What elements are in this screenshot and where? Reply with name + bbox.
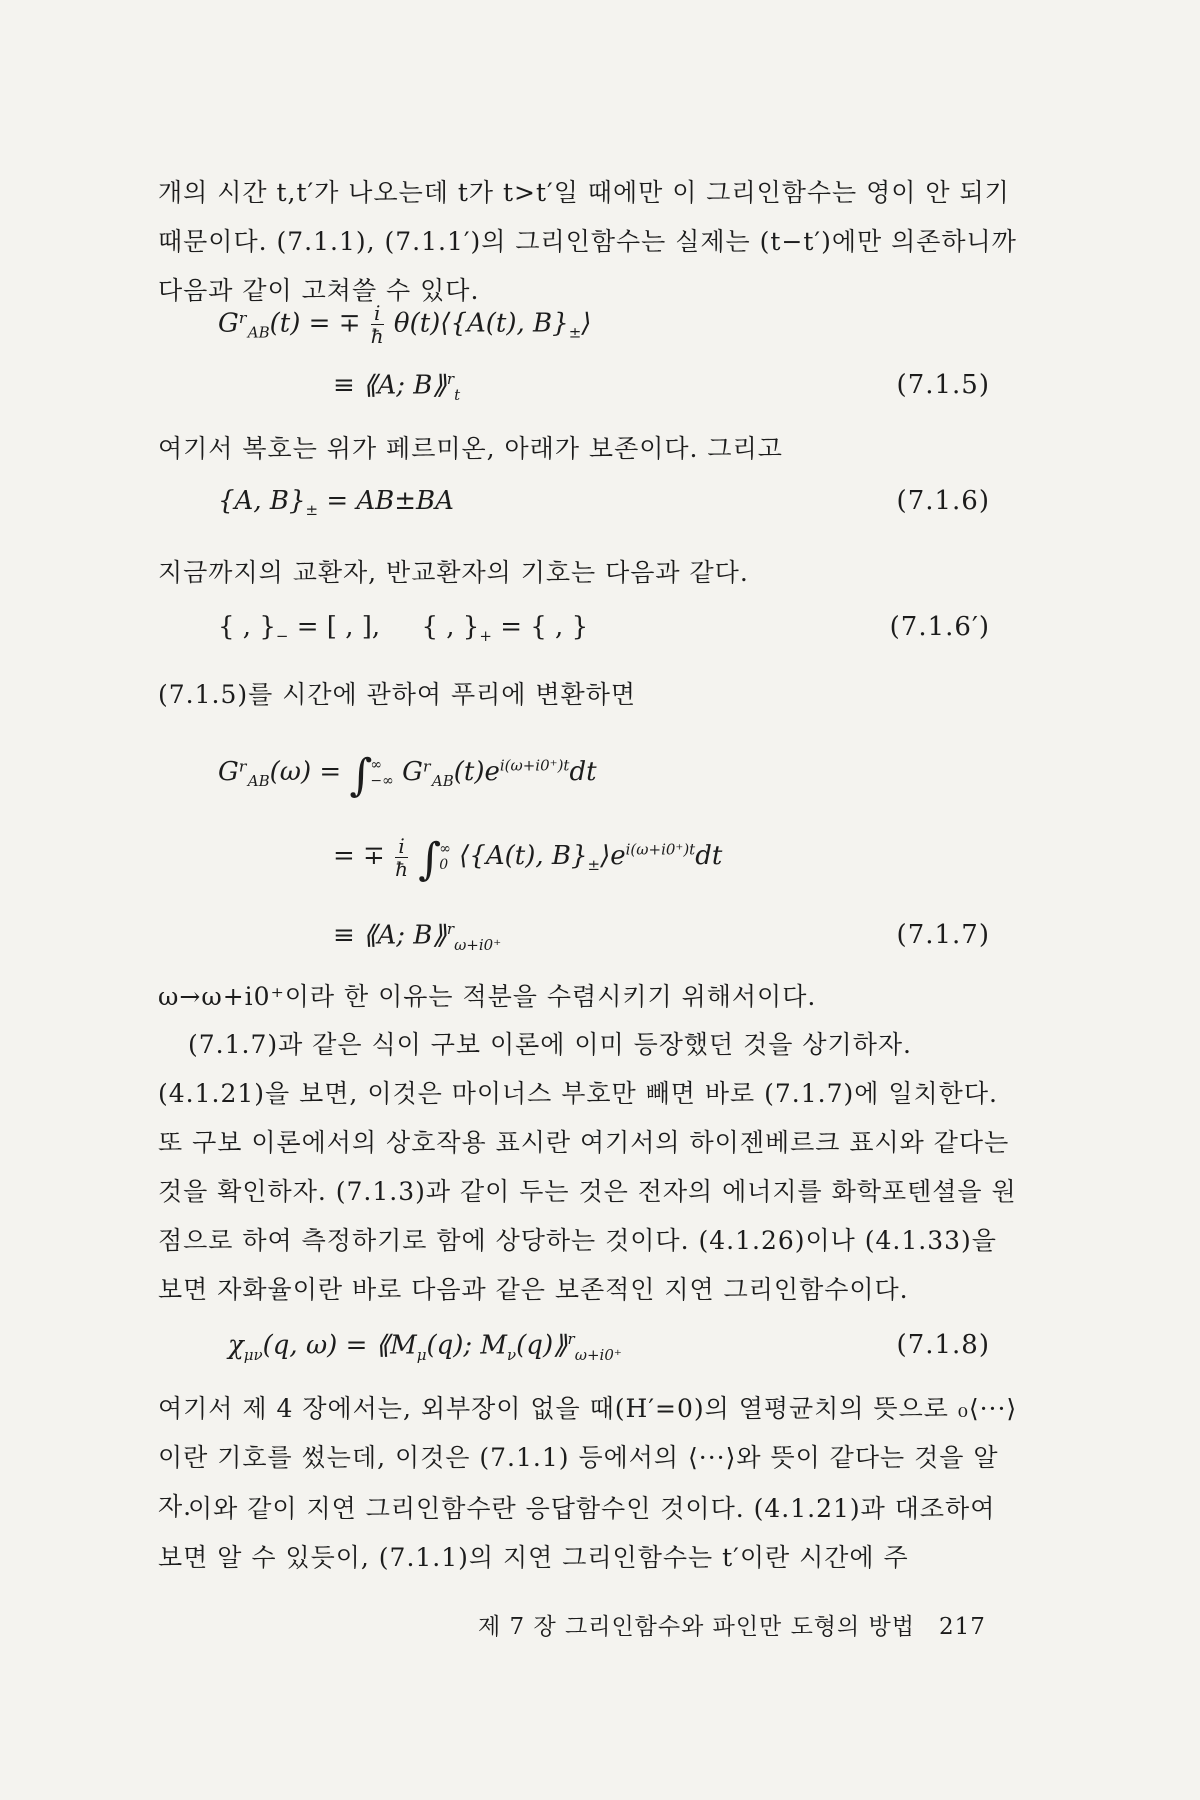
upper-limit: ∞ (439, 841, 451, 857)
chapter-title: 제 7 장 그리인함수와 파인만 도형의 방법 (478, 1614, 915, 1640)
equation-number: (7.1.5) (896, 370, 990, 400)
equation-7-1-8 (158, 1330, 1020, 1380)
eq-exponent: i(ω+i0⁺)t (499, 756, 570, 775)
eq-text: Gʳ (402, 757, 432, 787)
eq-text: ⟩e (600, 841, 626, 871)
lower-limit: 0 (439, 857, 449, 873)
eq-subscript: μ (416, 1345, 427, 1364)
equation-7-1-7-line1 (158, 750, 1020, 820)
eq-subscript: t (454, 385, 461, 404)
eq-subscript: − (275, 627, 289, 646)
eq-symbol: χ (228, 1330, 244, 1361)
eq-text: { , } (218, 612, 276, 642)
integral-limits (439, 841, 451, 873)
integral-limits (370, 757, 393, 789)
eq-subscript: ω+i0⁺ (574, 1345, 622, 1364)
eq-text: ⟨{A(t), B} (459, 841, 588, 871)
eq-superscript: r (446, 370, 455, 388)
equation-number: (7.1.8) (896, 1330, 990, 1360)
equation-7-1-6 (158, 486, 1020, 536)
eq-subscript: ± (305, 501, 319, 520)
lower-limit: −∞ (370, 773, 394, 789)
eq-text: ≡ ⟪A; B⟫ (333, 920, 447, 951)
eq-subscript: ω+i0⁺ (454, 935, 502, 954)
eq-subscript: ± (568, 323, 582, 342)
eq-text: ≡ ⟪A; B⟫ (333, 370, 447, 401)
eq-text: (t)e (453, 757, 500, 787)
paragraph-fourier: (7.1.5)를 시간에 관하여 푸리에 변환하면 (158, 680, 637, 709)
eq-fraction (395, 835, 408, 880)
eq-text: (q); M (426, 1330, 508, 1361)
eq-text: (q)⟫ (516, 1330, 568, 1361)
eq-text: = AB±BA (318, 486, 454, 516)
eq-text: dt (569, 757, 597, 787)
eq-text: (t) = ∓ (269, 308, 361, 339)
eq-text: = ∓ (333, 841, 385, 871)
eq-text: (ω) = (269, 757, 342, 787)
integral-sign: ∫ (418, 834, 442, 885)
eq-text: = [ , ], (288, 612, 381, 642)
paragraph-convergence: ω→ω+i0⁺이라 한 이유는 적분을 수렴시키기 위해서이다. (158, 982, 817, 1011)
equation-7-1-5-line2 (158, 370, 1020, 420)
eq-subscript: AB (247, 772, 270, 791)
equation-7-1-7-line3 (158, 920, 1020, 970)
eq-text: = { , } (491, 612, 589, 642)
eq-subscript: μν (243, 1345, 263, 1364)
eq-subscript: ν (507, 1345, 517, 1364)
eq-superscript: r (446, 920, 455, 938)
frac-denominator: ħ (395, 856, 408, 881)
equation-number: (7.1.7) (896, 920, 990, 950)
equation-7-1-7-line2 (158, 834, 1020, 904)
eq-text: (q, ω) = ⟪M (262, 1330, 417, 1361)
eq-fraction (371, 302, 384, 347)
equation-number: (7.1.6′) (889, 612, 990, 642)
paragraph-sign-note: 여기서 복호는 위가 페르미온, 아래가 보존이다. 그리고 (158, 434, 783, 463)
eq-subscript: AB (431, 772, 454, 791)
equation-7-1-6-prime (158, 612, 1020, 662)
paragraph-response-function: 이와 같이 지연 그리인함수란 응답함수인 것이다. (4.1.21)과 대조하여 보면 알 수 있듯이, (7.1.1)의 지연 그리인함수는 t′이란 시간에 주 (158, 1494, 996, 1572)
eq-symbol: Gʳ (218, 308, 248, 339)
paragraph-kubo: (7.1.7)과 같은 식이 구보 이론에 이미 등장했던 것을 상기하자. (4.1.21)을 보면, 이것은 마이너스 부호만 빼면 바로 (7.1.7)에 일치한다. 또 구보 이론에서의 상호작용 표시란 여기서의 하이젠베르크 표시와 같다는 것을 확인하자. (7.1.3)과 같이 두는 것은 전자의 에너지를 화학포텐셜을 원점으로 하여 측정하기로 함에 상당하는 것이다. (4.1.26)이나 (4.1.33)을 보면 자화율이란 바로 다음과 같은 보존적인 지연 그리인함수이다. (158, 1030, 1017, 1304)
eq-text: {A, B} (218, 486, 306, 516)
paragraph-chapter4-note: 여기서 제 4 장에서는, 외부장이 없을 때(H′=0)의 열평균치의 뜻으로 ₀⟨···⟩이란 기호를 썼는데, 이것은 (7.1.1) 등에서의 ⟨···⟩와 뜻이 같다는 것을 알자. (158, 1394, 1018, 1521)
eq-text: ⟩ (581, 308, 592, 339)
page-footer (478, 1608, 986, 1641)
equation-number: (7.1.6) (896, 486, 990, 516)
equation-7-1-5-line1 (158, 302, 1020, 352)
frac-numerator: i (395, 835, 408, 858)
frac-denominator: ħ (370, 324, 384, 348)
eq-symbol: Gʳ (218, 757, 248, 787)
eq-text: dt (695, 841, 723, 871)
paragraph-commutator-note: 지금까지의 교환자, 반교환자의 기호는 다음과 같다. (158, 558, 749, 587)
eq-superscript: r (567, 1330, 575, 1348)
eq-subscript: AB (247, 323, 270, 342)
integral-sign: ∫ (349, 750, 373, 801)
eq-text: θ(t)⟨{A(t), B} (393, 308, 569, 339)
frac-numerator: i (371, 302, 384, 325)
eq-exponent: i(ω+i0⁺)t (625, 840, 696, 859)
paragraph-intro: 개의 시간 t,t′가 나오는데 t가 t>t′일 때에만 이 그리인함수는 영이 안 되기 때문이다. (7.1.1), (7.1.1′)의 그리인함수는 실제는 (t−t′)에만 의존하니까 다음과 같이 고쳐쓸 수 있다. (158, 178, 1017, 305)
eq-subscript: + (479, 627, 492, 646)
eq-subscript: ± (587, 856, 601, 875)
page-number: 217 (939, 1614, 986, 1640)
eq-text: { , } (421, 612, 480, 642)
upper-limit: ∞ (370, 757, 383, 773)
